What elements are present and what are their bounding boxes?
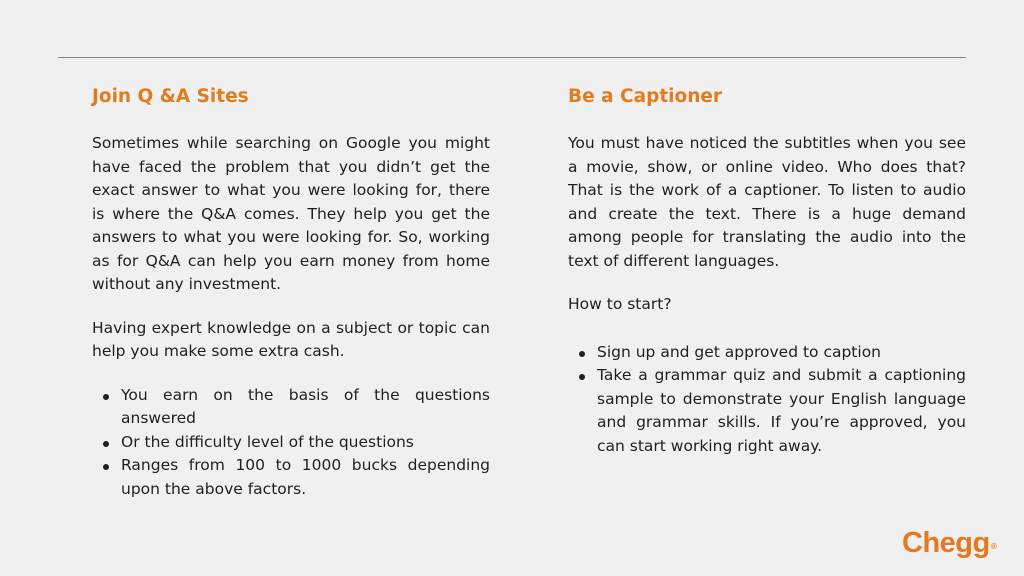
right-paragraph-1: You must have noticed the subtitles when you see a movie, show, or online video. Who does that? That is the work of a captioner. To listen to audio and create the text. There is a huge demand among people for translating the audio into the text of different languages. xyxy=(568,134,966,270)
bullet-text: Ranges from 100 to 1000 bucks depending upon the above factors. xyxy=(121,456,490,498)
left-column xyxy=(92,84,490,501)
list-item xyxy=(568,364,966,458)
bullet-text: Or the difficulty level of the questions xyxy=(121,432,414,451)
bullet-text: Sign up and get approved to caption xyxy=(597,342,881,361)
left-paragraph-1: Sometimes while searching on Google you might have faced the problem that you didn’t get the exact answer to what you were looking for, there is where the Q&A comes. They help you get the answers to what you were looking for. So, working as for Q&A can help you earn money from home without any investment. xyxy=(92,134,490,293)
right-heading: Be a Captioner xyxy=(568,86,723,107)
list-item xyxy=(92,431,490,455)
top-divider xyxy=(58,57,966,58)
right-bullet-list xyxy=(568,341,966,459)
registered-mark: ® xyxy=(990,542,997,551)
list-item xyxy=(92,454,490,501)
left-heading: Join Q &A Sites xyxy=(92,86,249,107)
bullet-icon xyxy=(579,351,585,357)
left-paragraph-2: Having expert knowledge on a subject or topic can help you make some extra cash. xyxy=(92,318,490,360)
bullet-text: Take a grammar quiz and submit a captioning sample to demonstrate your English language and grammar skills. If you’re approved, you can start working right away. xyxy=(597,366,966,455)
bullet-icon xyxy=(103,464,109,470)
bullet-icon xyxy=(103,441,109,447)
bullet-text: You earn on the basis of the questions answered xyxy=(121,385,490,427)
right-paragraph-2: How to start? xyxy=(568,295,672,313)
list-item xyxy=(568,341,966,365)
chegg-logo xyxy=(902,525,996,561)
left-bullet-list xyxy=(92,384,490,502)
list-item xyxy=(92,384,490,431)
bullet-icon xyxy=(103,394,109,400)
logo-text: Chegg xyxy=(902,527,990,559)
bullet-icon xyxy=(579,374,585,380)
right-column xyxy=(568,84,966,458)
